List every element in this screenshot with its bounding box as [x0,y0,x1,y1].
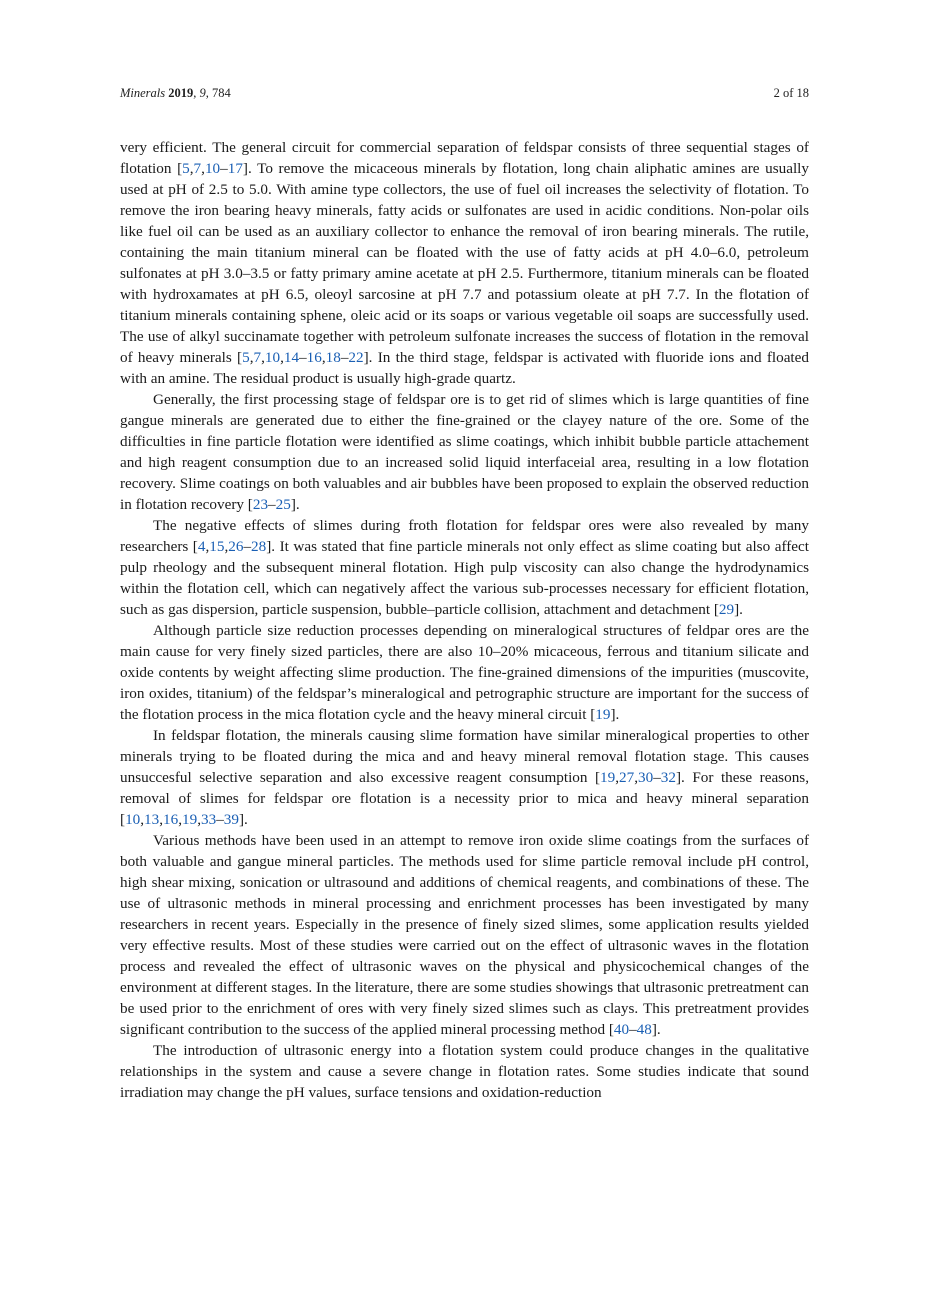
citation-header: Minerals 2019, 9, 784 [120,86,231,100]
paragraph-text: Generally, the first processing stage of feldspar ore is to get rid of slimes which is large quantities of fine gangue minerals are generated due to either the fine-grained or the clayey nature of the ore. Some of the difficulties in fine particle flotation were identified as slime coatings, which inhibit bubble particle attachement and high reagent consumption due to an increased solid liquid interfaceial area, resulting in a low flotation recovery. Slime coatings on both valuables and air bubbles have been proposed to explain the observed reduction in flotation recovery [ [120,391,809,513]
paragraph-text: Although particle size reduction processes depending on mineralogical structures of feldpar ores are the main cause for very finely sized particles, there are also 10–20% micaceous, ferrous and titanium silicate and oxide contents by weight affecting slime production. The fine-grained dimensions of the impurities (muscovite, iron oxides, titanium) of the feldspar’s mineralogical and petrographic structure are important for the success of the flotation process in the mica flotation cycle and the heavy mineral circuit [ [120,622,809,723]
paragraph-text: , [201,160,205,177]
citation-link[interactable]: 27 [619,769,635,786]
citation-link[interactable]: 28 [251,538,267,555]
paragraph-text: , [280,349,284,366]
citation-link[interactable]: 32 [660,769,676,786]
paragraph-text: , [205,538,210,555]
citation-link[interactable]: 19 [182,811,198,828]
running-header [120,86,809,104]
paragraph-text: ]. [238,811,248,828]
paragraph-text: , [321,349,326,366]
citation-link[interactable]: 5 [182,160,190,177]
paragraph-text: – [629,1021,637,1038]
paragraph-text: Various methods have been used in an attempt to remove iron oxide slime coatings from the surfaces of both valuable and gangue mineral particles. The methods used for slime particle removal include pH control, high shear mixing, sonication or ultrasound and additions of chemical reagents, and combinations of these. The use of ultrasonic methods in mineral processing and enrichment processes has been investigated by many researchers in recent years. Especially in the presence of finely sized slimes, some application results yielded very effective results. Most of these studies were carried out on the effect of ultrasonic waves in the flotation process and revealed the effect of ultrasonic waves on the physical and physicochemical changes of the environment at different stages. In the literature, there are some studies showings that ultrasonic pretreatment can be used prior to the enrichment of ores with very finely sized slimes such as clays. This pretreatment provides significant contribution to the success of the applied mineral processing method [ [120,832,809,1038]
citation-link[interactable]: 13 [144,811,160,828]
citation-link[interactable]: 25 [275,496,291,513]
paragraph-text: , [615,769,620,786]
citation-link[interactable]: 7 [193,160,202,177]
article-number: 784 [212,86,231,100]
paragraph-text: ]. To remove the micaceous minerals by flotation, long chain aliphatic amines are usually used at pH of 2.5 to 5.0. With amine type collectors, the use of fuel oil increases the selectivity of flotation. To remove the iron bearing heavy minerals, fatty acids or sulfonates are used in acidic conditions. Non-polar oils like fuel oil can be used as an auxiliary collector to enhance the removal of iron bearing minerals. The rutile, containing the main titanium mineral can be floated with the use of fatty acids at pH 4.0–6.0, petroleum sulfonates at pH 3.0–3.5 or fatty primary amine acetate at pH 2.5. Furthermore, titanium minerals can be floated with hydroxamates at pH 6.5, oleoyl sarcosine at pH 7.7 and potassium oleate at pH 7.7. In the flotation of titanium minerals containing sphene, oleic acid or its soaps or various vegetable oil soaps are successfully used. The use of alkyl succinamate together with petroleum sulfonate increases the success of flotation in the removal of heavy minerals [ [120,160,809,366]
paragraph-text: – [243,538,252,555]
paragraph-text: – [216,811,224,828]
citation-link[interactable]: 4 [197,538,206,555]
paragraph-text: – [653,769,661,786]
paragraph-text: ]. [734,601,743,618]
paragraph-text: , [261,349,265,366]
paragraph-text: ]. [610,706,620,723]
paragraph-text: very efficient. The general circuit for commercial separation of feldspar consists of three sequential stages of flotation [ [120,139,809,177]
paragraph-text: – [299,349,307,366]
body-paragraph [120,389,809,515]
citation-link[interactable]: 17 [227,160,243,177]
citation-link[interactable]: 22 [348,349,364,366]
citation-link[interactable]: 7 [253,349,262,366]
paragraph-text: ]. [651,1021,661,1038]
citation-link[interactable]: 10 [204,160,221,177]
citation-link[interactable]: 30 [638,769,654,786]
body-text [120,137,809,1103]
citation-link[interactable]: 10 [264,349,281,366]
citation-link[interactable]: 15 [209,538,225,555]
citation-link[interactable]: 16 [306,349,322,366]
citation-link[interactable]: 23 [252,496,269,513]
paragraph-text: , [249,349,254,366]
paragraph-text: ]. It was stated that fine particle minerals not only effect as slime coating but also affect pulp rheology and the subsequent mineral flotation. High pulp viscosity can also change the hydrodynamics within the flotation cell, which can negatively affect the various sub-processes necessary for efficient flotation, such as gas dispersion, particle suspension, bubble–particle collision, attachment and detachment [ [120,538,809,618]
body-paragraph [120,725,809,830]
paragraph-text: The negative effects of slimes during froth flotation for feldspar ores were also revealed by many researchers [ [120,517,809,555]
citation-link[interactable]: 48 [636,1021,652,1038]
citation-link[interactable]: 26 [228,538,244,555]
paragraph-text: The introduction of ultrasonic energy into a flotation system could produce changes in the qualitative relationships in the system and cause a severe change in flotation rates. Some studies indicate that sound irradiation may change the pH values, surface tensions and oxidation-reduction [120,1042,809,1101]
body-paragraph [120,620,809,725]
paragraph-text: In feldspar flotation, the minerals causing slime formation have similar mineralogical properties to other minerals trying to be floated during the mica and and heavy mineral removal flotation stage. This causes unsuccesful selective separation and also excessive reagent consumption [ [120,727,809,786]
citation-link[interactable]: 16 [163,811,179,828]
citation-link[interactable]: 29 [718,601,735,618]
paragraph-text: , [634,769,639,786]
page-number: 2 of 18 [773,86,809,100]
paragraph-text: ]. In the third stage, feldspar is activated with fluoride ions and floated with an amine. The residual product is usually high-grade quartz. [120,349,809,387]
paragraph-text: , [159,811,164,828]
citation-link[interactable]: 19 [595,706,611,723]
body-paragraph [120,515,809,620]
paragraph-text: – [220,160,228,177]
paragraph-text: , [197,811,201,828]
citation-link[interactable]: 39 [223,811,239,828]
citation-link[interactable]: 40 [613,1021,630,1038]
paragraph-text: , [140,811,145,828]
citation-link[interactable]: 33 [201,811,217,828]
citation-link[interactable]: 5 [242,349,250,366]
paragraph-text: , [178,811,183,828]
journal-name: Minerals [120,86,166,100]
body-paragraph [120,137,809,389]
paragraph-text: , [189,160,194,177]
citation-link[interactable]: 14 [283,349,300,366]
body-paragraph [120,830,809,1040]
citation-link[interactable]: 10 [125,811,141,828]
paragraph-text: , [224,538,229,555]
paragraph-text: – [340,349,349,366]
paragraph-text: – [268,496,276,513]
paragraph-text: ]. [290,496,300,513]
paragraph-text: ]. For these reasons, removal of slimes for feldspar ore flotation is a necessity prior to mica and heavy mineral separation [ [120,769,809,828]
citation-link[interactable]: 18 [325,349,341,366]
citation-link[interactable]: 19 [600,769,616,786]
publication-year: 2019 [168,86,194,100]
volume-number: 9 [199,86,206,100]
body-paragraph [120,1040,809,1103]
